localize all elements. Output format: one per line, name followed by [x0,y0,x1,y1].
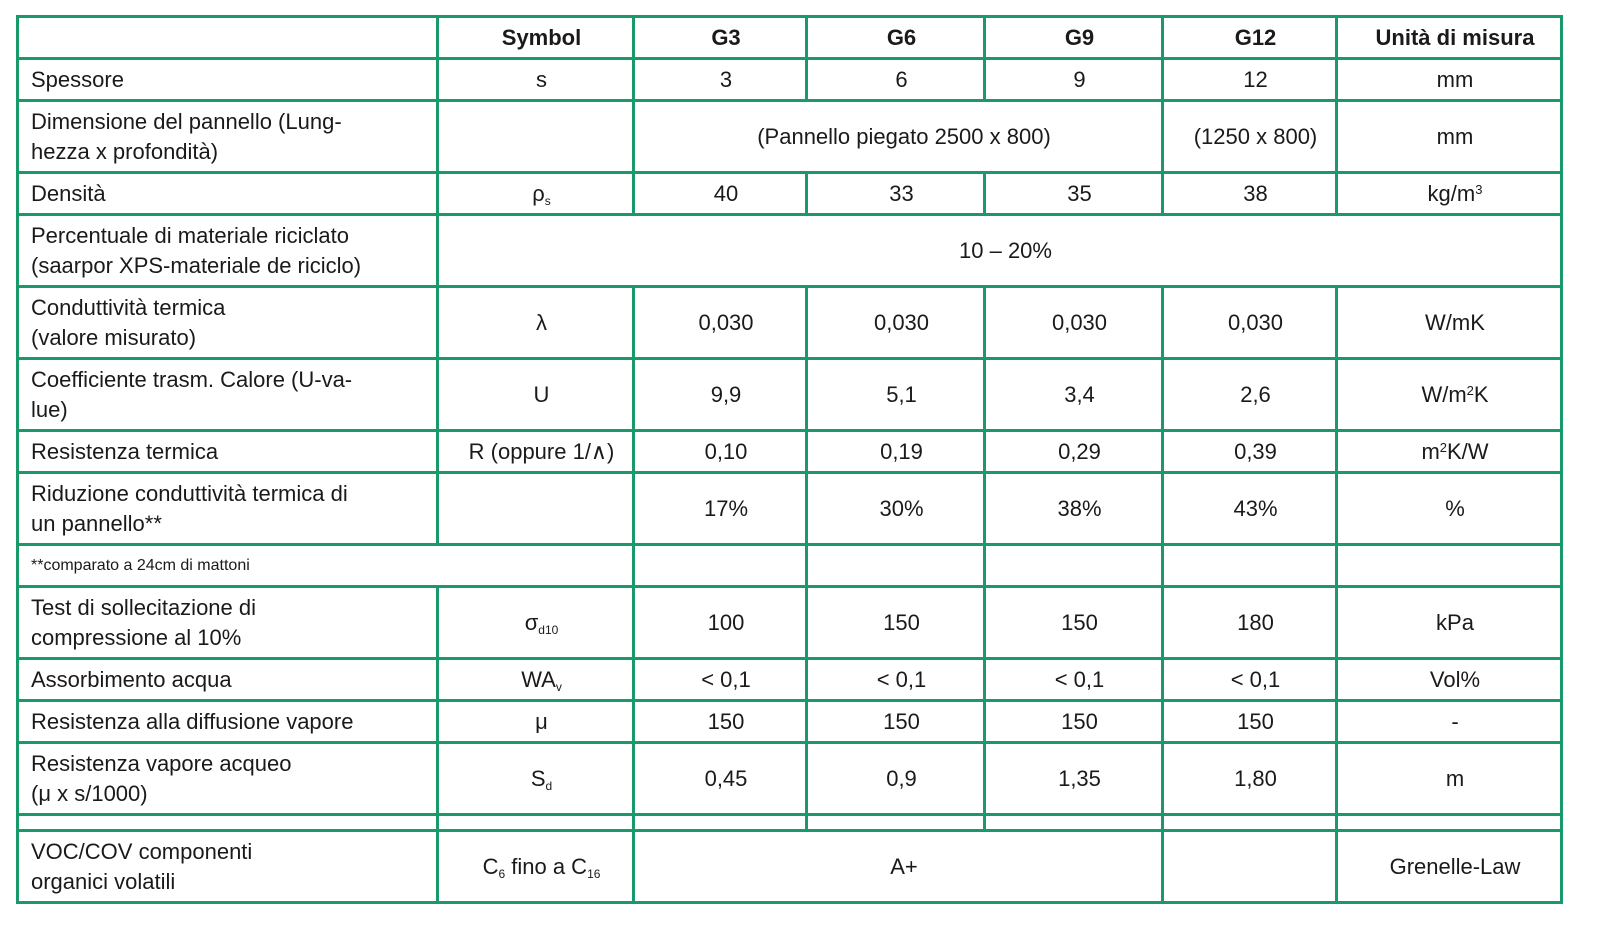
empty-cell [807,815,985,831]
symbol-cell: R (oppure 1/∧) [438,431,634,473]
g3-cell: 150 [634,701,807,743]
header-g6: G6 [807,17,985,59]
g3-cell: 40 [634,173,807,215]
g3-cell: 17% [634,473,807,545]
symbol-base: WA [521,666,556,692]
header-g9: G9 [985,17,1163,59]
g12-cell: 43% [1163,473,1337,545]
symbol-base: ρ [532,180,545,206]
g6-cell: 0,19 [807,431,985,473]
unit-cell: % [1337,473,1562,545]
symbol-subscript: v [555,679,562,694]
row-label [18,743,438,815]
unit-cell [1337,431,1562,473]
g3-cell: 100 [634,587,807,659]
g9-cell: 0,030 [985,287,1163,359]
g6-cell: 33 [807,173,985,215]
row-conduttivita [18,287,1562,359]
g6-cell: 0,030 [807,287,985,359]
symbol-cell [438,173,634,215]
g12-cell: 180 [1163,587,1337,659]
footnote-text: **comparato a 24cm di mattoni [18,545,634,587]
unit-base: kg/m [1427,180,1476,206]
row-label [18,587,438,659]
symbol-base: S [530,765,546,791]
row-label [18,831,438,903]
row-compressione [18,587,1562,659]
label-line-2: hezza x profondità) [31,138,219,164]
symbol-cell: s [438,59,634,101]
g3-cell: 9,9 [634,359,807,431]
symbol-subscript: 6 [498,866,506,881]
symbol-base: C [482,853,499,879]
header-symbol: Symbol [438,17,634,59]
symbol-cell [438,659,634,701]
header-unit: Unità di misura [1337,17,1562,59]
row-label: Resistenza termica [18,431,438,473]
g12-cell: 1,80 [1163,743,1337,815]
label-line-1: Percentuale di materiale riciclato [31,222,349,248]
g12-cell [1163,831,1337,903]
unit-tail: K [1473,381,1489,407]
g9-cell: 38% [985,473,1163,545]
g6-cell: 150 [807,701,985,743]
g9-cell: 3,4 [985,359,1163,431]
g12-cell: 0,39 [1163,431,1337,473]
unit-cell: - [1337,701,1562,743]
row-voc [18,831,1562,903]
symbol-subscript: d10 [538,622,559,637]
row-resistenza-termica [18,431,1562,473]
g6-cell: 30% [807,473,985,545]
g12-cell: 38 [1163,173,1337,215]
g3-cell: 0,030 [634,287,807,359]
empty-cell [1337,545,1562,587]
symbol-cell [438,587,634,659]
symbol-subscript: 16 [587,866,601,881]
row-riduzione [18,473,1562,545]
header-empty-cell [18,17,438,59]
label-line-1: Dimensione del pannello (Lung- [31,108,342,134]
unit-cell: mm [1337,59,1562,101]
label-line-1: Conduttività termica [31,294,226,320]
g9-cell: 9 [985,59,1163,101]
unit-cell [1337,173,1562,215]
symbol-cell: μ [438,701,634,743]
label-line-1: Resistenza vapore acqueo [31,750,292,776]
symbol-subscript: s [544,193,551,208]
g12-cell: 150 [1163,701,1337,743]
symbol-cell [438,473,634,545]
row-coefficiente [18,359,1562,431]
symbol-cell [438,743,634,815]
g12-cell: 0,030 [1163,287,1337,359]
unit-base: m [1421,438,1440,464]
g9-cell: 150 [985,587,1163,659]
merged-value-cell: 10 – 20% [438,215,1562,287]
row-percentuale [18,215,1562,287]
symbol-cell [438,101,634,173]
g6-cell: < 0,1 [807,659,985,701]
label-line-2: un pannello** [31,510,162,536]
empty-cell [634,545,807,587]
label-line-2: (saarpor XPS-materiale de riciclo) [31,252,362,278]
unit-tail: K/W [1447,438,1489,464]
row-label [18,101,438,173]
g6-cell: 0,9 [807,743,985,815]
g3-cell: < 0,1 [634,659,807,701]
row-label [18,359,438,431]
header-g3: G3 [634,17,807,59]
g9-cell: 0,29 [985,431,1163,473]
g12-cell: < 0,1 [1163,659,1337,701]
empty-cell [18,815,438,831]
unit-base: W/m [1421,381,1467,407]
symbol-middle: fino a C [505,853,588,879]
unit-cell [1337,359,1562,431]
g12-cell: (1250 x 800) [1163,101,1337,173]
row-label [18,473,438,545]
g3-cell: 0,45 [634,743,807,815]
g9-cell: < 0,1 [985,659,1163,701]
empty-cell [1337,815,1562,831]
g12-cell: 12 [1163,59,1337,101]
g12-cell: 2,6 [1163,359,1337,431]
unit-cell: Vol% [1337,659,1562,701]
symbol-base: σ [524,609,539,635]
g3-g9-merged-cell: A+ [634,831,1163,903]
row-label [18,287,438,359]
label-line-1: Riduzione conduttività termica di [31,480,348,506]
g3-cell: 3 [634,59,807,101]
g6-cell: 5,1 [807,359,985,431]
unit-cell: Grenelle-Law [1337,831,1562,903]
unit-cell: m [1337,743,1562,815]
empty-cell [634,815,807,831]
empty-cell [1163,815,1337,831]
g3-g9-merged-cell: (Pannello piegato 2500 x 800) [634,101,1163,173]
technical-data-table [16,15,1563,904]
row-spacer [18,815,1562,831]
label-line-1: Test di sollecitazione di [31,594,257,620]
unit-cell: kPa [1337,587,1562,659]
symbol-cell: U [438,359,634,431]
label-line-1: VOC/COV componenti [31,838,253,864]
row-label: Spessore [18,59,438,101]
symbol-cell: λ [438,287,634,359]
header-row [18,17,1562,59]
row-assorbimento [18,659,1562,701]
empty-cell [985,815,1163,831]
unit-cell: W/mK [1337,287,1562,359]
row-spessore [18,59,1562,101]
empty-cell [985,545,1163,587]
unit-superscript: 3 [1475,181,1483,197]
label-line-2: lue) [31,396,68,422]
empty-cell [807,545,985,587]
row-label: Resistenza alla diffusione vapore [18,701,438,743]
empty-cell [438,815,634,831]
symbol-cell [438,831,634,903]
label-line-2: (μ x s/1000) [31,780,148,806]
unit-superscript: 2 [1439,439,1447,455]
symbol-subscript: d [545,778,553,793]
header-g12: G12 [1163,17,1337,59]
row-densita [18,173,1562,215]
label-line-2: compressione al 10% [31,624,242,650]
empty-cell [1163,545,1337,587]
g9-cell: 150 [985,701,1163,743]
row-label [18,215,438,287]
unit-cell: mm [1337,101,1562,173]
g6-cell: 6 [807,59,985,101]
g9-cell: 35 [985,173,1163,215]
label-line-2: organici volatili [31,868,176,894]
unit-superscript: 2 [1466,382,1474,398]
row-dimensione [18,101,1562,173]
row-label: Assorbimento acqua [18,659,438,701]
label-line-2: (valore misurato) [31,324,197,350]
g9-cell: 1,35 [985,743,1163,815]
row-footnote [18,545,1562,587]
row-label: Densità [18,173,438,215]
label-line-1: Coefficiente trasm. Calore (U-va- [31,366,353,392]
row-diffusione [18,701,1562,743]
g3-cell: 0,10 [634,431,807,473]
g6-cell: 150 [807,587,985,659]
row-vapore [18,743,1562,815]
